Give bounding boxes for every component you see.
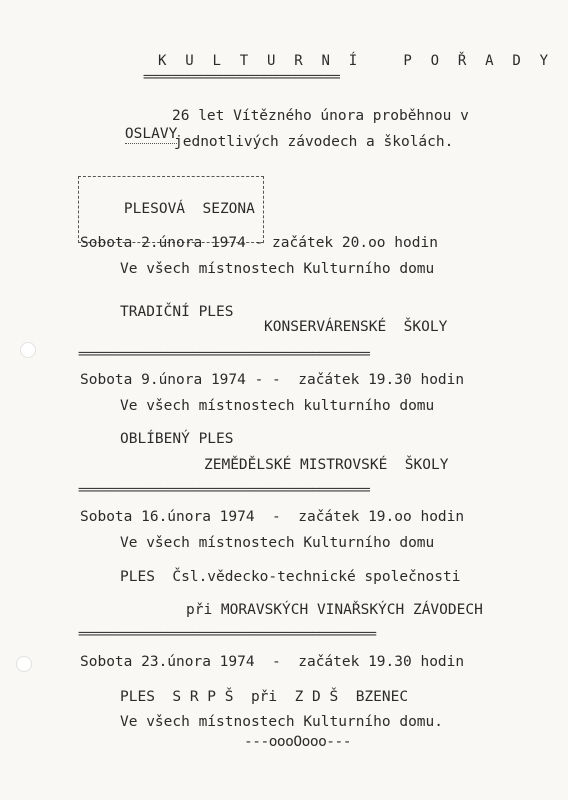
- event-1-date: Sobota 2.února 1974 - začátek 20.oo hodin: [80, 235, 438, 251]
- event-2-rule: ==============================================: [78, 484, 370, 498]
- event-3-name-line-2: při MORAVSKÝCH VINAŘSKÝCH ZÁVODECH: [186, 602, 483, 618]
- page-title: K U L T U R N Í P O Ř A D Y: [158, 53, 554, 69]
- event-3-name-line-1: PLES Čsl.vědecko-technické společnosti: [120, 569, 461, 585]
- event-4-name: PLES S R P Š při Z D Š BZENEC: [120, 689, 409, 705]
- event-2-name-line-2: ZEMĚDĚLSKÉ MISTROVSKÉ ŠKOLY: [204, 457, 449, 473]
- event-3-rule: ===============================================: [78, 628, 376, 642]
- celebrations-text-line-2: jednotlivých závodech a školách.: [174, 134, 454, 150]
- punch-hole-bottom: [16, 656, 32, 672]
- event-2-name-line-1: OBLÍBENÝ PLES: [120, 431, 234, 447]
- celebrations-label: [90, 107, 177, 161]
- event-3-venue: Ve všech místnostech Kulturního domu: [120, 535, 435, 551]
- title-rule: ===============================: [143, 71, 340, 85]
- celebrations-label-text: OSLAVY: [124, 126, 178, 142]
- punch-hole-top: [20, 342, 36, 358]
- event-1-name-line-1: TRADIČNÍ PLES: [120, 304, 234, 320]
- event-1-name-line-2: KONSERVÁRENSKÉ ŠKOLY: [264, 319, 448, 335]
- season-heading-box: [78, 176, 264, 243]
- event-1-rule: ==============================================: [78, 348, 370, 362]
- event-3-date: Sobota 16.února 1974 - začátek 19.oo hodin: [80, 509, 465, 525]
- event-4-venue: Ve všech místnostech Kulturního domu.: [120, 714, 444, 730]
- celebrations-text-line-1: 26 let Vítězného února proběhnou v: [172, 108, 469, 124]
- event-1-venue: Ve všech místnostech Kulturního domu: [120, 261, 435, 277]
- season-heading: PLESOVÁ SEZONA: [123, 201, 255, 217]
- event-2-date: Sobota 9.února 1974 - - začátek 19.30 hodin: [80, 372, 465, 388]
- event-2-venue: Ve všech místnostech kulturního domu: [120, 398, 435, 414]
- event-4-date: Sobota 23.února 1974 - začátek 19.30 hodin: [80, 654, 465, 670]
- end-mark: ---oooOooo---: [244, 734, 351, 750]
